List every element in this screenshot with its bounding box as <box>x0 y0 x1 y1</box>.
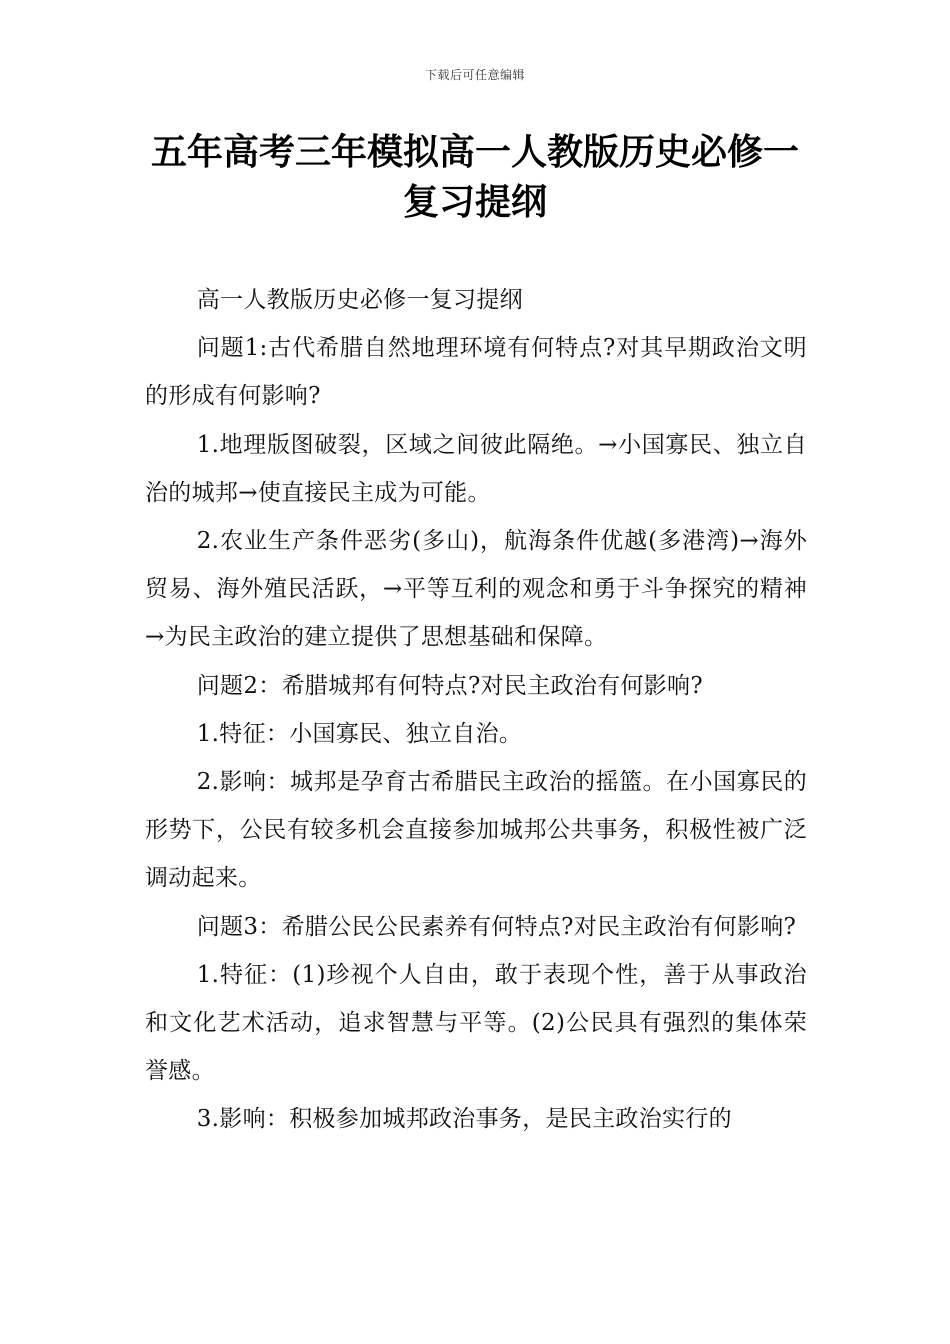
paragraph-q1-point-1: 1.地理版图破裂，区域之间彼此隔绝。→小国寡民、独立自治的城邦→使直接民主成为可能。 <box>145 431 807 506</box>
paragraph-subtitle: 高一人教版历史必修一复习提纲 <box>196 287 523 313</box>
title-line-2: 复习提纲 <box>402 182 547 223</box>
paragraph-question-1: 问题1:古代希腊自然地理环境有何特点?对其早期政治文明的形成有何影响? <box>145 335 807 410</box>
paragraph-q1-point-2: 2.农业生产条件恶劣(多山)，航海条件优越(多港湾)→海外贸易、海外殖民活跃，→平等互利的观念和勇于斗争探究的精神→为民主政治的建立提供了思想基础和保障。 <box>145 528 807 651</box>
paragraph-q3-point-3: 3.影响：积极参加城邦政治事务，是民主政治实行的 <box>196 1106 732 1133</box>
paragraph-q2-point-2: 2.影响：城邦是孕育古希腊民主政治的摇篮。在小国寡民的形势下，公民有较多机会直接参加城邦公共事务，积极性被广泛调动起来。 <box>145 769 807 892</box>
header-note: 下载后可任意编辑 <box>424 68 525 82</box>
paragraph-question-3: 问题3：希腊公民公民素养有何特点?对民主政治有何影响? <box>196 913 797 940</box>
title-line-1: 五年高考三年模拟高一人教版历史必修一 <box>150 132 799 173</box>
paragraph-q3-point-1: 1.特征：(1)珍视个人自由，敢于表现个性，善于从事政治和文化艺术活动，追求智慧与平等。(2)公民具有强烈的集体荣誉感。 <box>145 961 807 1085</box>
document-title <box>140 128 810 228</box>
paragraph-q2-point-1: 1.特征：小国寡民、独立自治。 <box>196 720 523 747</box>
paragraph-question-2: 问题2：希腊城邦有何特点?对民主政治有何影响? <box>196 672 703 699</box>
document-body <box>145 276 807 1144</box>
